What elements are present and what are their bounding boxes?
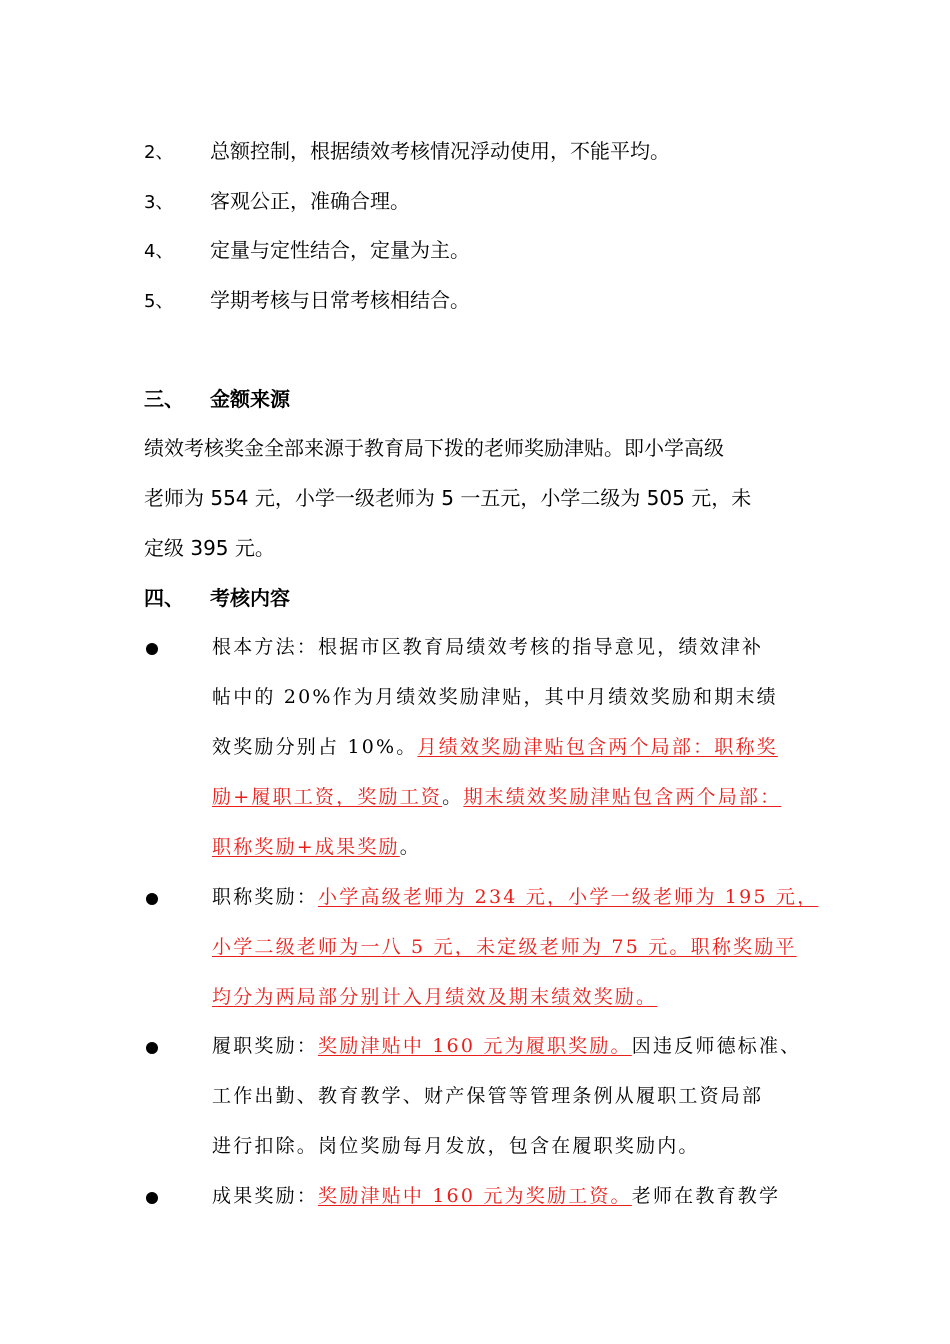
bullet-line bbox=[212, 772, 852, 822]
funding-paragraph bbox=[144, 423, 814, 573]
bullet-text: 职称奖励： bbox=[212, 886, 319, 908]
list-number: 5、 bbox=[144, 291, 174, 312]
bullet-text: 效奖励分别占 10%。 bbox=[212, 736, 418, 758]
list-number: 4、 bbox=[144, 241, 174, 262]
list-number: 2、 bbox=[144, 142, 174, 163]
bullet-line bbox=[212, 1021, 852, 1071]
highlighted-text: 奖励津贴中 160 元为奖励工资。 bbox=[318, 1185, 632, 1207]
section-title: 考核内容 bbox=[210, 586, 290, 610]
highlighted-text: 月绩效奖励津贴包含两个局部：职称奖 bbox=[417, 736, 778, 758]
principle-text: 客观公正，准确合理。 bbox=[210, 189, 410, 213]
principle-item bbox=[144, 186, 410, 216]
bullet-text: 履职奖励： bbox=[212, 1035, 319, 1057]
bullet-line bbox=[212, 822, 852, 872]
highlighted-text: 均分为两局部分别计入月绩效及期末绩效奖励。 bbox=[212, 986, 658, 1008]
bullet-body bbox=[212, 872, 852, 1022]
bullet-line bbox=[212, 722, 852, 772]
bullet-text: 因违反师德标准、 bbox=[631, 1035, 802, 1057]
paragraph-line: 绩效考核奖金全部来源于教育局下拨的老师奖励津贴。即小学高级 bbox=[144, 436, 724, 460]
paragraph-line: 定级 395 元。 bbox=[144, 536, 275, 560]
section-heading-assessment-content bbox=[144, 583, 290, 613]
bullet-line bbox=[212, 872, 852, 922]
principle-item bbox=[144, 235, 470, 265]
principle-item bbox=[144, 136, 670, 166]
bullet-text: 。 bbox=[399, 836, 421, 858]
highlighted-text: 小学二级老师为一八 5 元，未定级老师为 75 元。职称奖励平 bbox=[212, 936, 797, 958]
principle-text: 总额控制，根据绩效考核情况浮动使用，不能平均。 bbox=[210, 139, 670, 163]
section-number: 四、 bbox=[144, 586, 184, 610]
bullet-text: 成果奖励： bbox=[212, 1185, 319, 1207]
bullet-body bbox=[212, 1021, 852, 1171]
list-number: 3、 bbox=[144, 192, 174, 213]
bullet-line bbox=[212, 922, 852, 972]
section-heading-funding-source bbox=[144, 384, 290, 414]
highlighted-text: 期末绩效奖励津贴包含两个局部： bbox=[463, 786, 782, 808]
section-title: 金额来源 bbox=[210, 387, 290, 411]
highlighted-text: 职称奖励+成果奖励 bbox=[212, 836, 400, 858]
bullet-dot-icon bbox=[146, 893, 158, 905]
bullet-dot-icon bbox=[146, 1192, 158, 1204]
bullet-line bbox=[212, 1171, 852, 1221]
bullet-dot-icon bbox=[146, 1042, 158, 1054]
bullet-dot-icon bbox=[146, 643, 158, 655]
highlighted-text: 小学高级老师为 234 元，小学一级老师为 195 元， bbox=[318, 886, 819, 908]
bullet-text: 。 bbox=[442, 786, 464, 808]
principle-text: 学期考核与日常考核相结合。 bbox=[210, 288, 470, 312]
bullet-text: 老师在教育教学 bbox=[631, 1185, 781, 1207]
section-number: 三、 bbox=[144, 387, 184, 411]
principle-item bbox=[144, 285, 470, 315]
highlighted-text: 奖励津贴中 160 元为履职奖励。 bbox=[318, 1035, 632, 1057]
bullet-line: 根本方法：根据市区教育局绩效考核的指导意见，绩效津补 bbox=[212, 636, 764, 658]
principle-text: 定量与定性结合，定量为主。 bbox=[210, 238, 470, 262]
bullet-line: 帖中的 20%作为月绩效奖励津贴，其中月绩效奖励和期末绩 bbox=[212, 686, 778, 708]
paragraph-line: 老师为 554 元，小学一级老师为 5 一五元，小学二级为 505 元，未 bbox=[144, 486, 752, 510]
bullet-body bbox=[212, 1171, 852, 1221]
bullet-line: 进行扣除。岗位奖励每月发放，包含在履职奖励内。 bbox=[212, 1135, 700, 1157]
highlighted-text: 励+履职工资，奖励工资 bbox=[212, 786, 443, 808]
bullet-line bbox=[212, 972, 852, 1022]
bullet-line: 工作出勤、教育教学、财产保管等管理条例从履职工资局部 bbox=[212, 1085, 764, 1107]
bullet-body bbox=[212, 622, 852, 872]
